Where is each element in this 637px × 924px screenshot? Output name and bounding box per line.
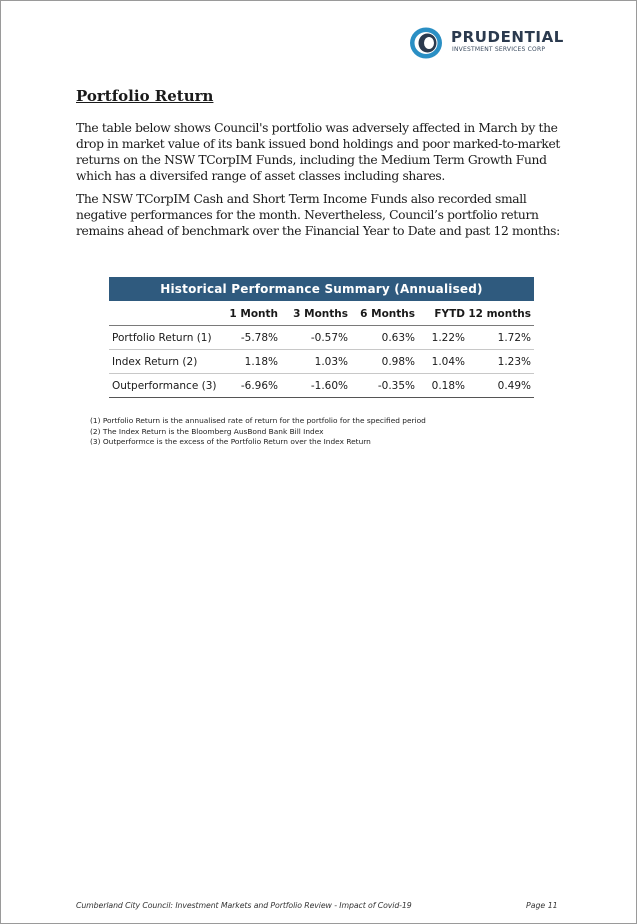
table-cell: Portfolio Return (1) xyxy=(112,332,212,344)
footer-document-title: Cumberland City Council: Investment Markets and Portfolio Review - Impact of Covid-19 xyxy=(76,901,412,910)
table-cell: 1.03% xyxy=(314,356,348,368)
footer-page-number: Page 11 xyxy=(526,901,558,910)
table-cell: 0.49% xyxy=(497,380,531,392)
table-cell: -6.96% xyxy=(240,380,278,392)
footnote-1: (1) Portfolio Return is the annualised rate of return for the portfolio for the specified period xyxy=(90,416,426,425)
table-cell: -5.78% xyxy=(240,332,278,344)
table-cell: 0.18% xyxy=(431,380,465,392)
table-row xyxy=(109,374,534,398)
table-cell: -1.60% xyxy=(310,380,348,392)
footnote-3: (3) Outperformce is the excess of the Portfolio Return over the Index Return xyxy=(90,437,371,446)
table-cell: 0.63% xyxy=(381,332,415,344)
table-row xyxy=(109,350,534,374)
table-cell: -0.57% xyxy=(310,332,348,344)
footnote-2: (2) The Index Return is the Bloomberg AusBond Bank Bill Index xyxy=(90,426,324,436)
table-cell: Index Return (2) xyxy=(112,356,198,368)
table-header-cell: FYTD xyxy=(434,308,465,320)
table-cell: 1.72% xyxy=(497,332,531,344)
table-cell: 1.18% xyxy=(244,356,278,368)
table-header-cell: 6 Months xyxy=(360,308,415,320)
table-header-row xyxy=(109,301,534,326)
page-heading: Portfolio Return xyxy=(76,87,214,105)
table-cell: 1.04% xyxy=(431,356,465,368)
table-row xyxy=(109,326,534,350)
paragraph-2: The NSW TCorpIM Cash and Short Term Income Funds also recorded small negative performances for the month. Nevertheless, Council’s portfolio return remains ahead of benchmark over the Financial Year to Date and past 12 months: xyxy=(76,192,560,238)
performance-table xyxy=(109,277,534,398)
table-cell: 0.98% xyxy=(381,356,415,368)
prudential-logo xyxy=(409,26,564,60)
table-header-cell: 1 Month xyxy=(229,308,278,320)
prudential-ring-icon xyxy=(409,26,445,60)
logo-name: PRUDENTIAL xyxy=(451,28,564,46)
logo-subtitle: INVESTMENT SERVICES CORP xyxy=(452,46,546,53)
table-cell: 1.22% xyxy=(431,332,465,344)
table-title: Historical Performance Summary (Annualised) xyxy=(109,277,534,301)
table-header-cell: 12 months xyxy=(468,308,531,320)
table-cell: -0.35% xyxy=(377,380,415,392)
table-cell: 1.23% xyxy=(497,356,531,368)
table-header-cell xyxy=(109,301,220,325)
paragraph-1: The table below shows Council's portfolio was adversely affected in March by the drop in market value of its bank issued bond holdings and poor marked-to-market returns on the NSW TCorpIM Funds, including the Medium Term Growth Fund which has a diversifed range of asset classes including shares. xyxy=(76,121,560,183)
footnotes xyxy=(90,416,426,448)
table-header-cell: 3 Months xyxy=(293,308,348,320)
table-cell: Outperformance (3) xyxy=(112,380,217,392)
